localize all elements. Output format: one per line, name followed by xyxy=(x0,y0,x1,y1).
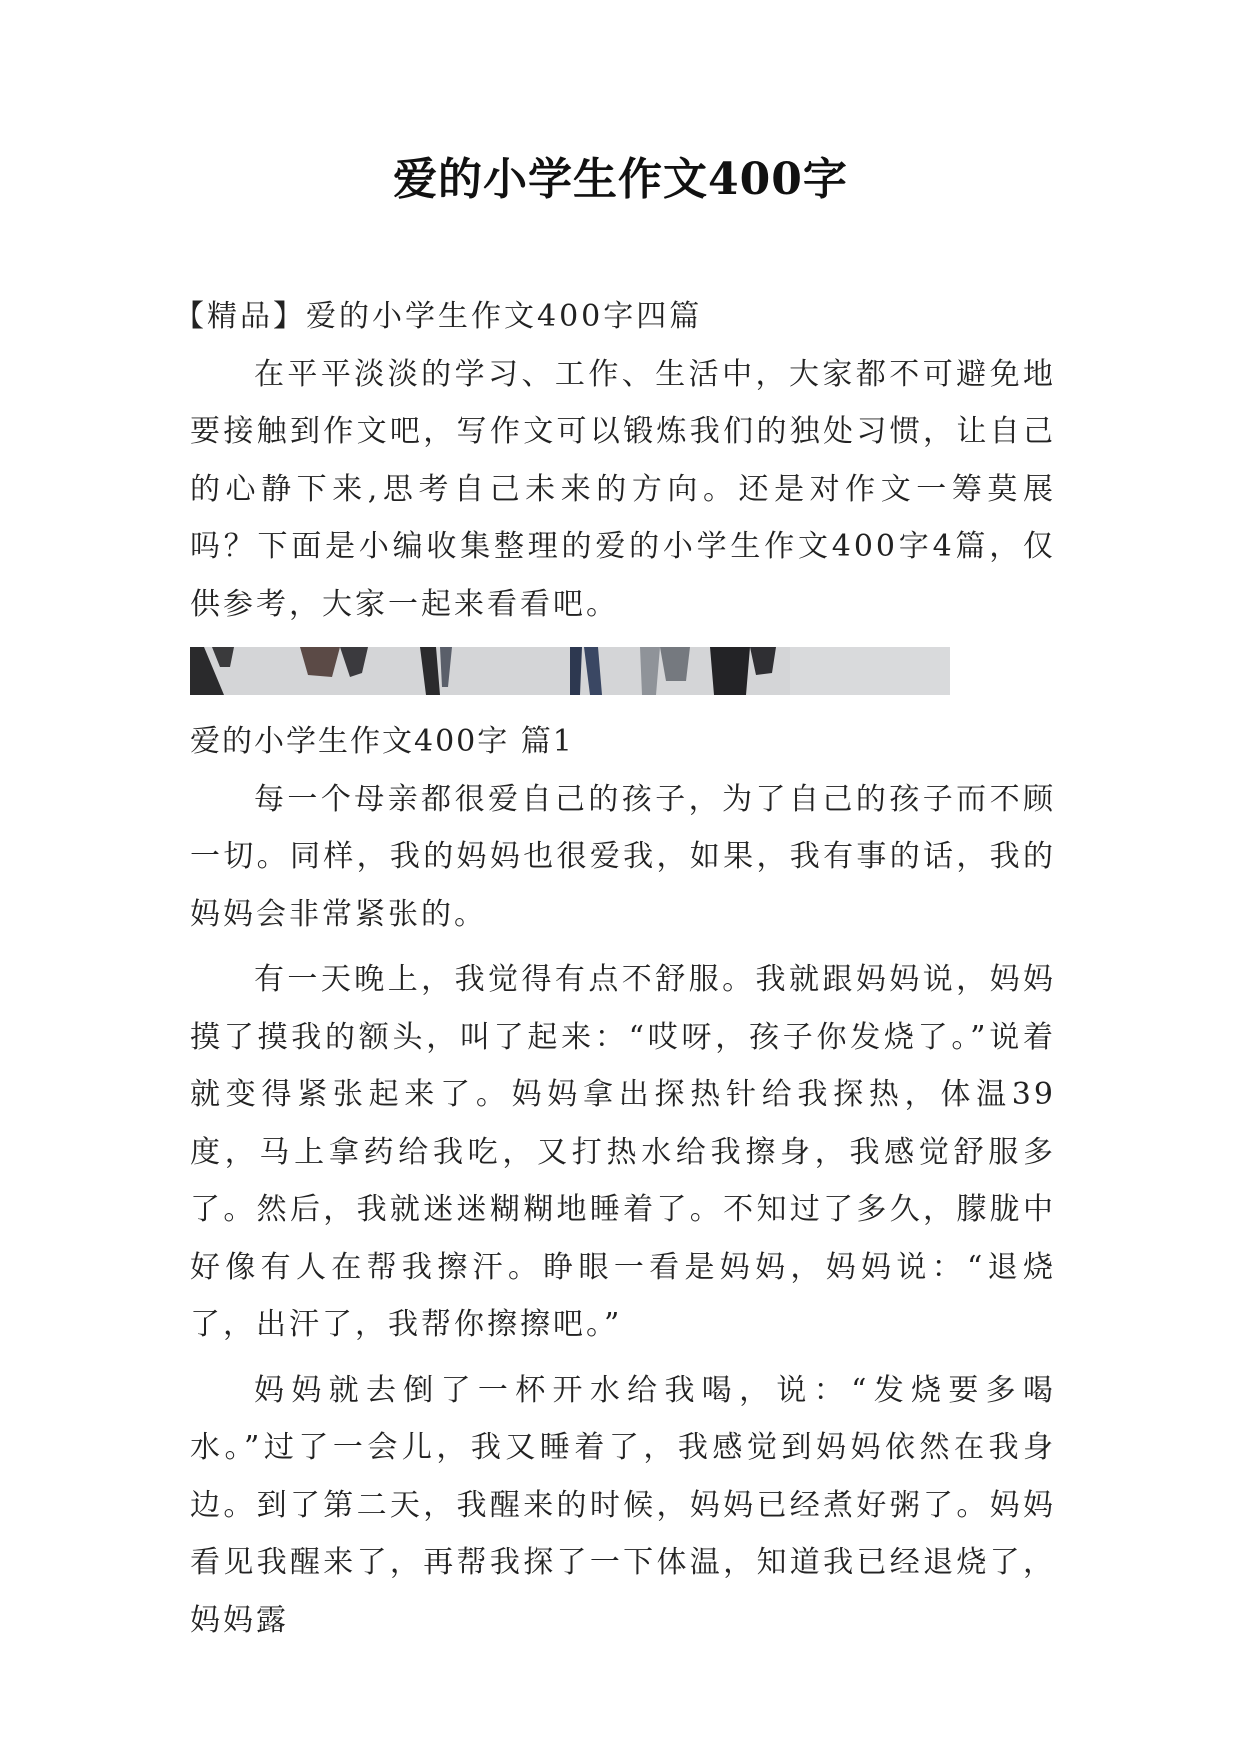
body-paragraph: 有一天晚上，我觉得有点不舒服。我就跟妈妈说，妈妈摸了摸我的额头，叫了起来：“哎呀，孩子你发烧了。”说着就变得紧张起来了。妈妈拿出探热针给我探热，体温39度，马上拿药给我吃，又打热水给我擦身，我感觉舒服多了。然后，我就迷迷糊糊地睡着了。不知过了多久，朦胧中好像有人在帮我擦汗。睁眼一看是妈妈，妈妈说：“退烧了，出汗了，我帮你擦擦吧。” xyxy=(190,962,1056,1342)
body-paragraph: 每一个母亲都很爱自己的孩子，为了自己的孩子而不顾一切。同样，我的妈妈也很爱我，如果，我有事的话，我的妈妈会非常紧张的。 xyxy=(190,781,1056,932)
intro-paragraph: 在平平淡淡的学习、工作、生活中，大家都不可避免地要接触到作文吧，写作文可以锻炼我们的独处习惯，让自己的心静下来,思考自己未来的方向。还是对作文一筹莫展吗？下面是小编收集整理的爱的小学生作文400字4篇，仅供参考，大家一起来看看吧。 xyxy=(190,356,1056,622)
document-title: 爱的小学生作文400字 xyxy=(393,154,848,205)
photo-banner-image xyxy=(190,647,950,695)
document-subtitle: 【精品】爱的小学生作文400字四篇 xyxy=(174,299,703,334)
document-body xyxy=(174,288,1056,1649)
photo-banner-graphic xyxy=(190,647,950,695)
section-heading: 爱的小学生作文400字 篇1 xyxy=(190,724,574,759)
body-paragraph: 妈妈就去倒了一杯开水给我喝，说：“发烧要多喝水。”过了一会儿，我又睡着了，我感觉到妈妈依然在我身边。到了第二天，我醒来的时候，妈妈已经煮好粥了。妈妈看见我醒来了，再帮我探了一下体温，知道我已经退烧了，妈妈露 xyxy=(190,1372,1056,1638)
